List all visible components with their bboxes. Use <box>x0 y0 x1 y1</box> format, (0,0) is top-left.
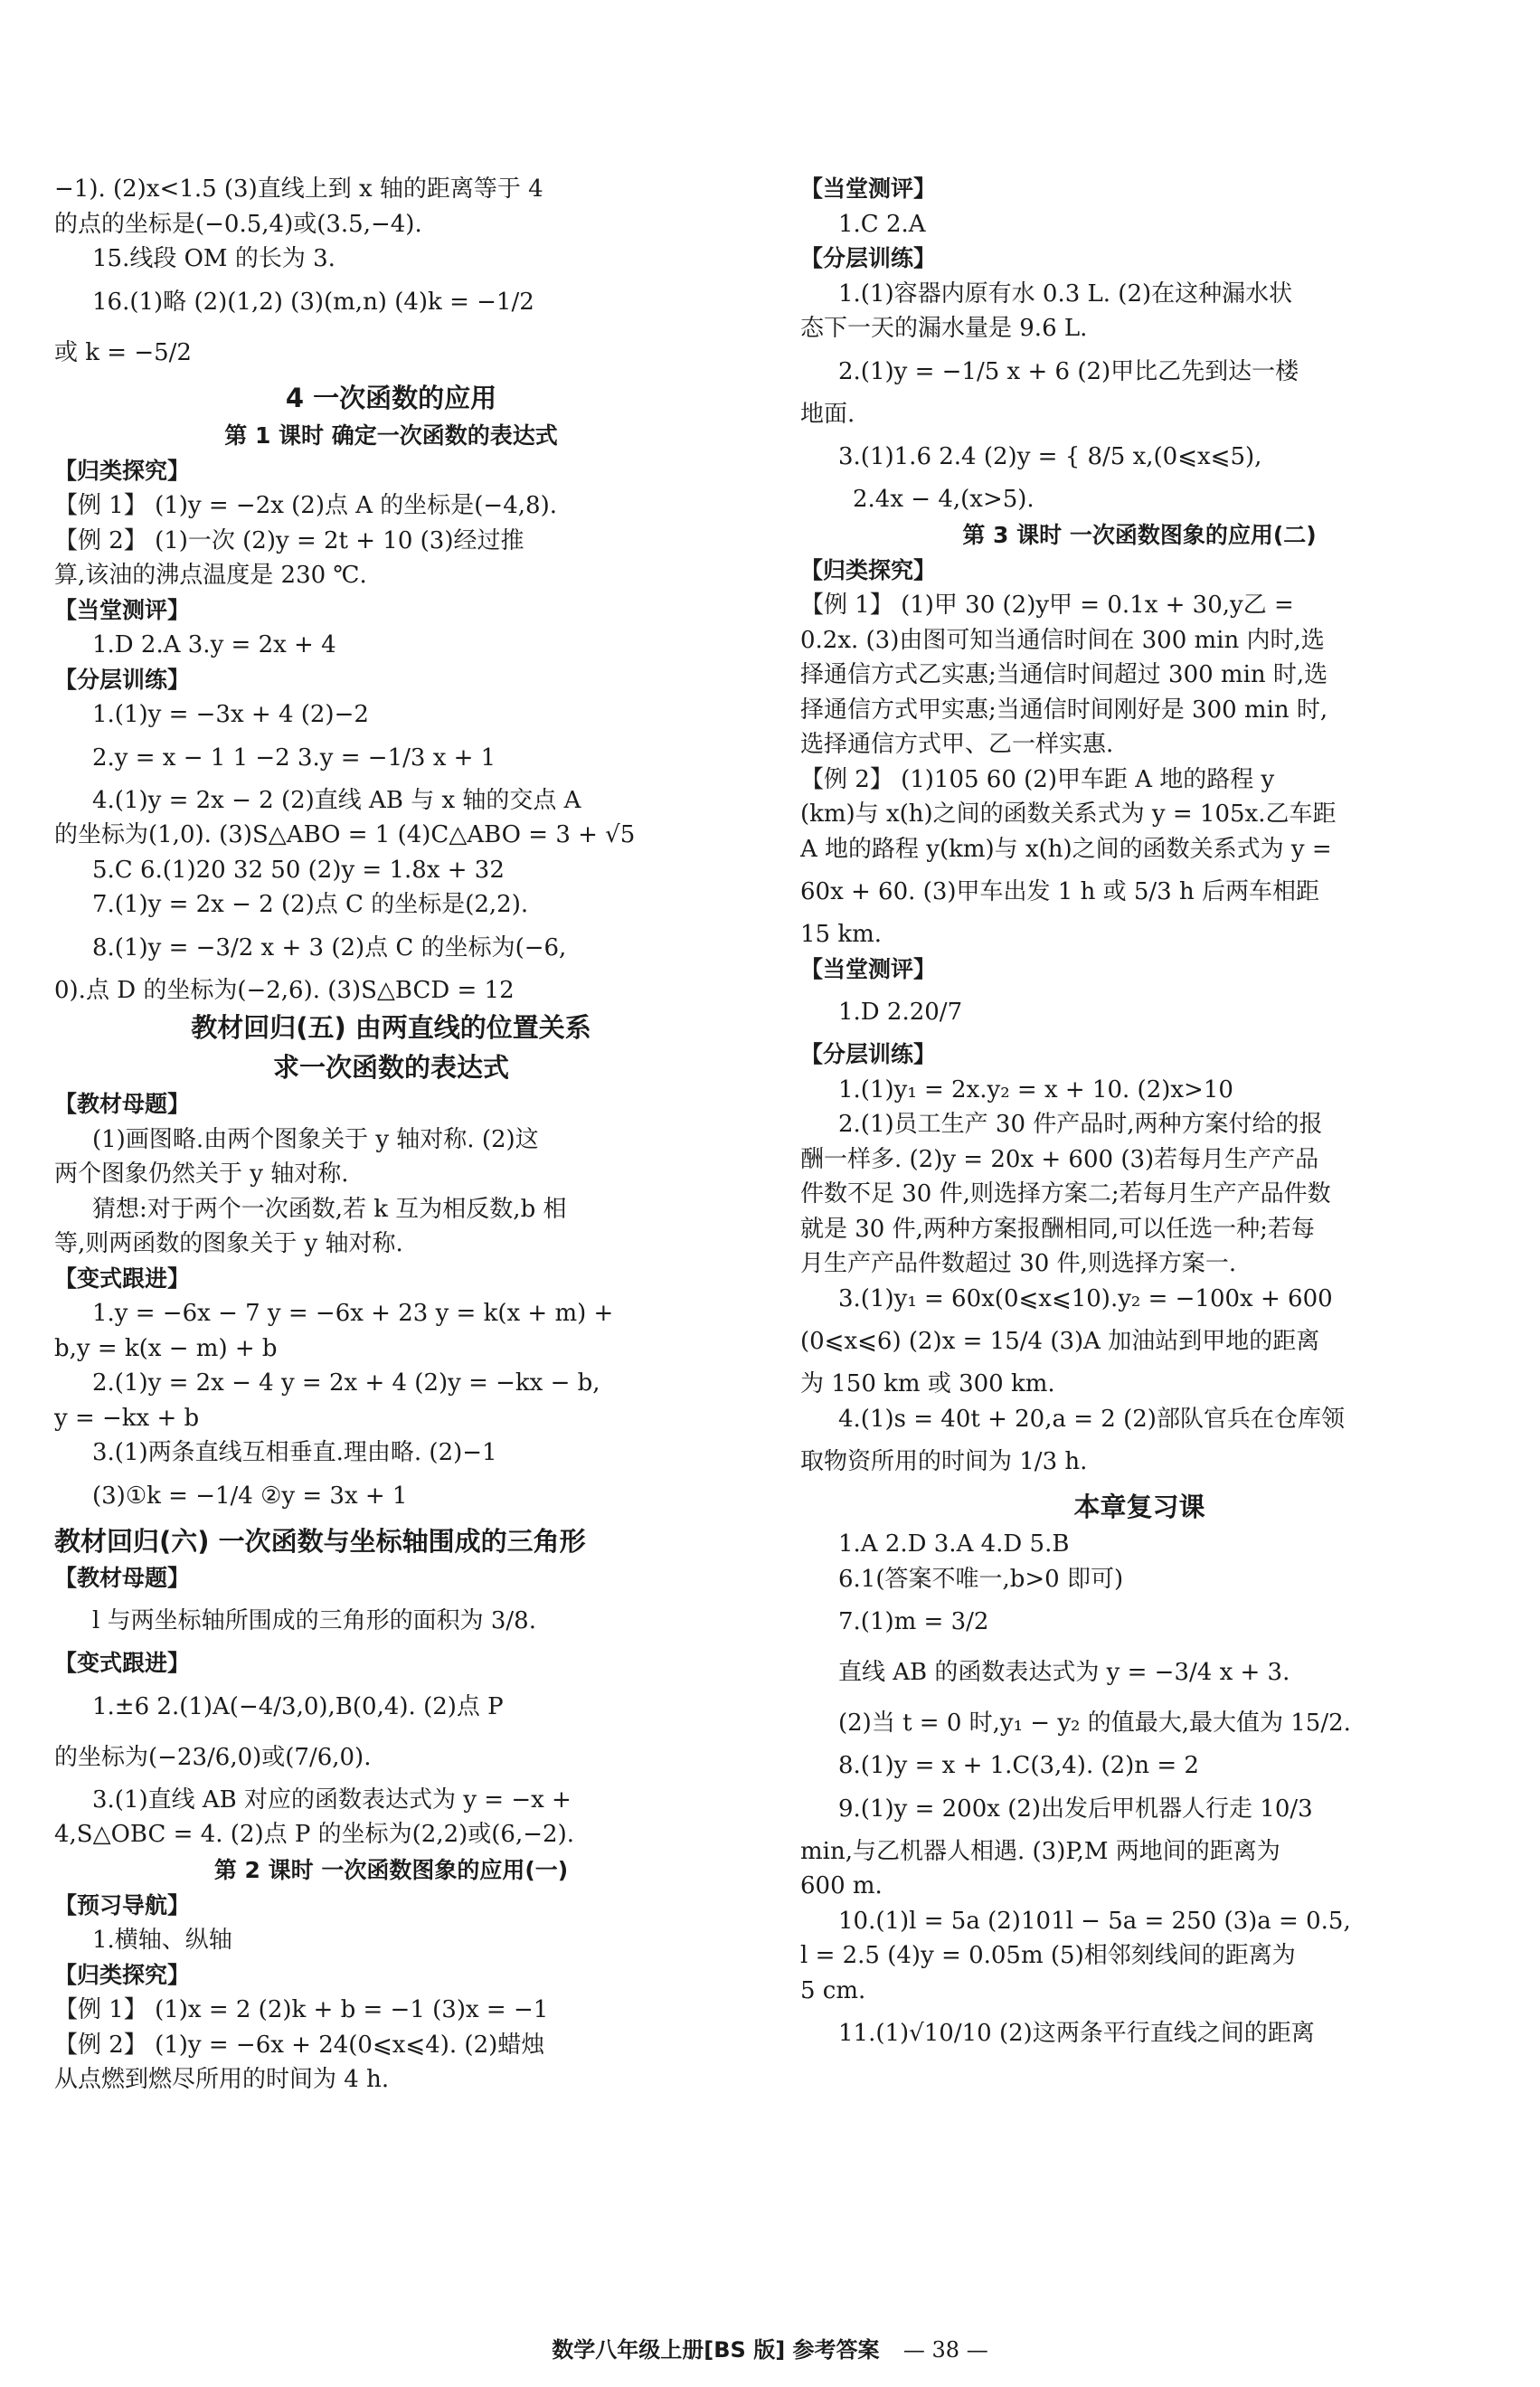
left-column-line: 1.横轴、纵轴 <box>92 1927 232 1954</box>
left-column-line: 15.线段 OM 的长为 3. <box>92 245 335 272</box>
right-column-line: (0⩽x⩽6) (2)x = 15/4 (3)A 加油站到甲地的距离 <box>800 1328 1320 1355</box>
right-column-line: 酬一样多. (2)y = 20x + 600 (3)若每月生产产品 <box>800 1145 1319 1173</box>
right-column-line: 选择通信方式甲、乙一样实惠. <box>800 731 1114 758</box>
right-column-line: 8.(1)y = x + 1.C(3,4). (2)n = 2 <box>838 1752 1199 1779</box>
left-column-line: −1). (2)x<1.5 (3)直线上到 x 轴的距离等于 4 <box>54 175 543 203</box>
left-column <box>54 172 728 2098</box>
right-column-line: 7.(1)m = 3/2 <box>838 1608 989 1635</box>
right-column <box>800 172 1479 2059</box>
right-column-line: 本章复习课 <box>1073 1492 1205 1522</box>
right-column-line: A 地的路程 y(km)与 x(h)之间的函数关系式为 y = <box>800 835 1332 863</box>
left-column-line: 4 一次函数的应用 <box>285 382 497 413</box>
left-column-line: 【当堂测评】 <box>54 596 191 623</box>
page-number: — 38 — <box>902 2337 988 2363</box>
right-column-line: 为 150 km 或 300 km. <box>800 1370 1055 1397</box>
left-column-line: 1.±6 2.(1)A(−4/3,0),B(0,4). (2)点 P <box>92 1692 504 1720</box>
left-column-line: 等,则两函数的图象关于 y 轴对称. <box>54 1230 403 1257</box>
left-column-line: 的坐标为(1,0). (3)S△ABO = 1 (4)C△ABO = 3 + √5 <box>54 821 636 848</box>
right-column-line: 3.(1)1.6 2.4 (2)y = { 8/5 x,(0⩽x⩽5), <box>838 443 1262 470</box>
left-column-line: 或 k = −5/2 <box>54 338 192 366</box>
right-column-line: 1.A 2.D 3.A 4.D 5.B <box>838 1530 1070 1558</box>
right-column-line: 取物资所用的时间为 1/3 h. <box>800 1448 1088 1475</box>
left-column-line: 【分层训练】 <box>54 666 191 693</box>
right-column-line: 1.(1)容器内原有水 0.3 L. (2)在这种漏水状 <box>838 279 1293 308</box>
footer-book-title: 数学八年级上册[BS 版] 参考答案 <box>552 2337 880 2363</box>
right-column-line: min,与乙机器人相遇. (3)P,M 两地间的距离为 <box>800 1837 1280 1865</box>
left-column-line: 两个图象仍然关于 y 轴对称. <box>54 1160 349 1188</box>
right-column-line: 600 m. <box>800 1872 883 1899</box>
left-column-line: 3.(1)直线 AB 对应的函数表达式为 y = −x + <box>92 1786 572 1814</box>
left-column-line: 【例 2】 (1)一次 (2)y = 2t + 10 (3)经过推 <box>54 526 524 554</box>
right-column-line: 直线 AB 的函数表达式为 y = −3/4 x + 3. <box>838 1659 1290 1686</box>
left-column-line: 【教材母题】 <box>54 1091 191 1117</box>
left-column-line: (1)画图略.由两个图象关于 y 轴对称. (2)这 <box>92 1125 539 1153</box>
left-column-line: b,y = k(x − m) + b <box>54 1334 278 1362</box>
left-column-line: 3.(1)两条直线互相垂直.理由略. (2)−1 <box>92 1439 497 1466</box>
left-column-line: 5.C 6.(1)20 32 50 (2)y = 1.8x + 32 <box>92 856 505 884</box>
right-column-line: 择通信方式甲实惠;当通信时间刚好是 300 min 时, <box>800 696 1328 724</box>
right-column-line: 【分层训练】 <box>800 1041 937 1067</box>
left-column-line: 2.y = x − 1 1 −2 3.y = −1/3 x + 1 <box>92 744 496 772</box>
page-footer <box>0 2332 1540 2363</box>
right-column-line: 6.1(答案不唯一,b>0 即可) <box>838 1565 1124 1593</box>
right-column-line: 月生产产品件数超过 30 件,则选择方案一. <box>800 1250 1237 1277</box>
left-column-line: 【归类探究】 <box>54 1961 191 1988</box>
left-column-line: 2.(1)y = 2x − 4 y = 2x + 4 (2)y = −kx − b, <box>92 1369 600 1397</box>
right-column-line: 4.(1)s = 40t + 20,a = 2 (2)部队官兵在仓库领 <box>838 1405 1345 1433</box>
right-column-line: 件数不足 30 件,则选择方案二;若每月生产产品件数 <box>800 1180 1331 1208</box>
right-column-line: 2.4x − 4,(x>5). <box>853 486 1035 513</box>
left-column-line: 16.(1)略 (2)(1,2) (3)(m,n) (4)k = −1/2 <box>92 288 534 316</box>
left-column-line: 4.(1)y = 2x − 2 (2)直线 AB 与 x 轴的交点 A <box>92 786 581 814</box>
left-column-line: 从点燃到燃尽所用的时间为 4 h. <box>54 2066 390 2093</box>
left-column-line: 【例 1】 (1)y = −2x (2)点 A 的坐标是(−4,8). <box>54 492 557 519</box>
right-column-line: 择通信方式乙实惠;当通信时间超过 300 min 时,选 <box>800 661 1328 688</box>
left-column-line: 7.(1)y = 2x − 2 (2)点 C 的坐标是(2,2). <box>92 891 529 918</box>
left-column-line: 4,S△OBC = 4. (2)点 P 的坐标为(2,2)或(6,−2). <box>54 1821 574 1848</box>
right-column-line: 3.(1)y₁ = 60x(0⩽x⩽10).y₂ = −100x + 600 <box>838 1284 1333 1312</box>
right-column-line: 0.2x. (3)由图可知当通信时间在 300 min 内时,选 <box>800 626 1325 654</box>
left-column-line: 猜想:对于两个一次函数,若 k 互为相反数,b 相 <box>92 1195 567 1223</box>
left-column-line: 8.(1)y = −3/2 x + 3 (2)点 C 的坐标为(−6, <box>92 933 567 961</box>
right-column-line: 2.(1)员工生产 30 件产品时,两种方案付给的报 <box>838 1111 1323 1138</box>
left-column-line: 求一次函数的表达式 <box>272 1052 509 1083</box>
left-column-line: 0).点 D 的坐标为(−2,6). (3)S△BCD = 12 <box>54 976 515 1004</box>
right-column-line: 第 3 课时 一次函数图象的应用(二) <box>962 521 1317 548</box>
right-column-line: (2)当 t = 0 时,y₁ − y₂ 的值最大,最大值为 15/2. <box>838 1710 1351 1737</box>
left-column-line: 【变式跟进】 <box>54 1265 191 1292</box>
right-column-line: 地面. <box>800 400 855 428</box>
right-column-line: 态下一天的漏水量是 9.6 L. <box>800 315 1088 342</box>
right-column-line: 【归类探究】 <box>800 556 937 583</box>
left-column-line: 1.y = −6x − 7 y = −6x + 23 y = k(x + m) + <box>92 1300 614 1327</box>
left-column-line: 【例 2】 (1)y = −6x + 24(0⩽x⩽4). (2)蜡烛 <box>54 2031 545 2059</box>
right-column-line: 【例 1】 (1)甲 30 (2)y甲 = 0.1x + 30,y乙 = <box>800 592 1294 619</box>
left-column-line: 的点的坐标是(−0.5,4)或(3.5,−4). <box>54 210 422 238</box>
right-column-line: 【当堂测评】 <box>800 955 937 982</box>
left-column-line: 教材回归(五) 由两直线的位置关系 <box>191 1012 591 1043</box>
left-column-line: 第 2 课时 一次函数图象的应用(一) <box>213 1856 569 1883</box>
left-column-line: 【归类探究】 <box>54 457 191 484</box>
right-column-line: 1.(1)y₁ = 2x.y₂ = x + 10. (2)x>10 <box>838 1075 1233 1104</box>
right-column-line: 1.D 2.20/7 <box>838 999 963 1026</box>
left-column-line: 【变式跟进】 <box>54 1650 191 1676</box>
right-column-line: 【分层训练】 <box>800 245 937 271</box>
right-column-line: 1.C 2.A <box>838 210 926 238</box>
left-column-line: l 与两坐标轴所围成的三角形的面积为 3/8. <box>92 1607 536 1634</box>
left-column-line: y = −kx + b <box>54 1404 200 1432</box>
right-column-line: 5 cm. <box>800 1976 866 2004</box>
right-column-line: (km)与 x(h)之间的函数关系式为 y = 105x.乙车距 <box>800 800 1337 828</box>
right-column-line: 60x + 60. (3)甲车出发 1 h 或 5/3 h 后两车相距 <box>800 878 1319 905</box>
right-column-line: 11.(1)√10/10 (2)这两条平行直线之间的距离 <box>838 2020 1315 2047</box>
left-column-line: 第 1 课时 确定一次函数的表达式 <box>224 422 558 449</box>
right-column-line: 10.(1)l = 5a (2)101l − 5a = 250 (3)a = 0.5, <box>838 1907 1351 1935</box>
right-column-line: 【当堂测评】 <box>800 175 937 202</box>
left-column-line: 教材回归(六) 一次函数与坐标轴围成的三角形 <box>54 1525 586 1557</box>
right-column-line: 2.(1)y = −1/5 x + 6 (2)甲比乙先到达一楼 <box>838 357 1299 385</box>
left-column-line: 算,该油的沸点温度是 230 ℃. <box>54 562 367 589</box>
left-column-line: 的坐标为(−23/6,0)或(7/6,0). <box>54 1743 372 1771</box>
left-column-line: 1.D 2.A 3.y = 2x + 4 <box>92 631 336 658</box>
right-column-line: l = 2.5 (4)y = 0.05m (5)相邻刻线间的距离为 <box>800 1942 1296 1969</box>
right-column-line: 15 km. <box>800 921 883 948</box>
left-column-line: (3)①k = −1/4 ②y = 3x + 1 <box>92 1482 408 1510</box>
left-column-line: 【例 1】 (1)x = 2 (2)k + b = −1 (3)x = −1 <box>54 1996 549 2023</box>
left-column-line: 【预习导航】 <box>54 1891 191 1918</box>
right-column-line: 9.(1)y = 200x (2)出发后甲机器人行走 10/3 <box>838 1795 1313 1823</box>
right-column-line: 【例 2】 (1)105 60 (2)甲车距 A 地的路程 y <box>800 765 1275 793</box>
left-column-line: 【教材母题】 <box>54 1564 191 1591</box>
left-column-line: 1.(1)y = −3x + 4 (2)−2 <box>92 701 369 728</box>
right-column-line: 就是 30 件,两种方案报酬相同,可以任选一种;若每 <box>800 1215 1315 1243</box>
